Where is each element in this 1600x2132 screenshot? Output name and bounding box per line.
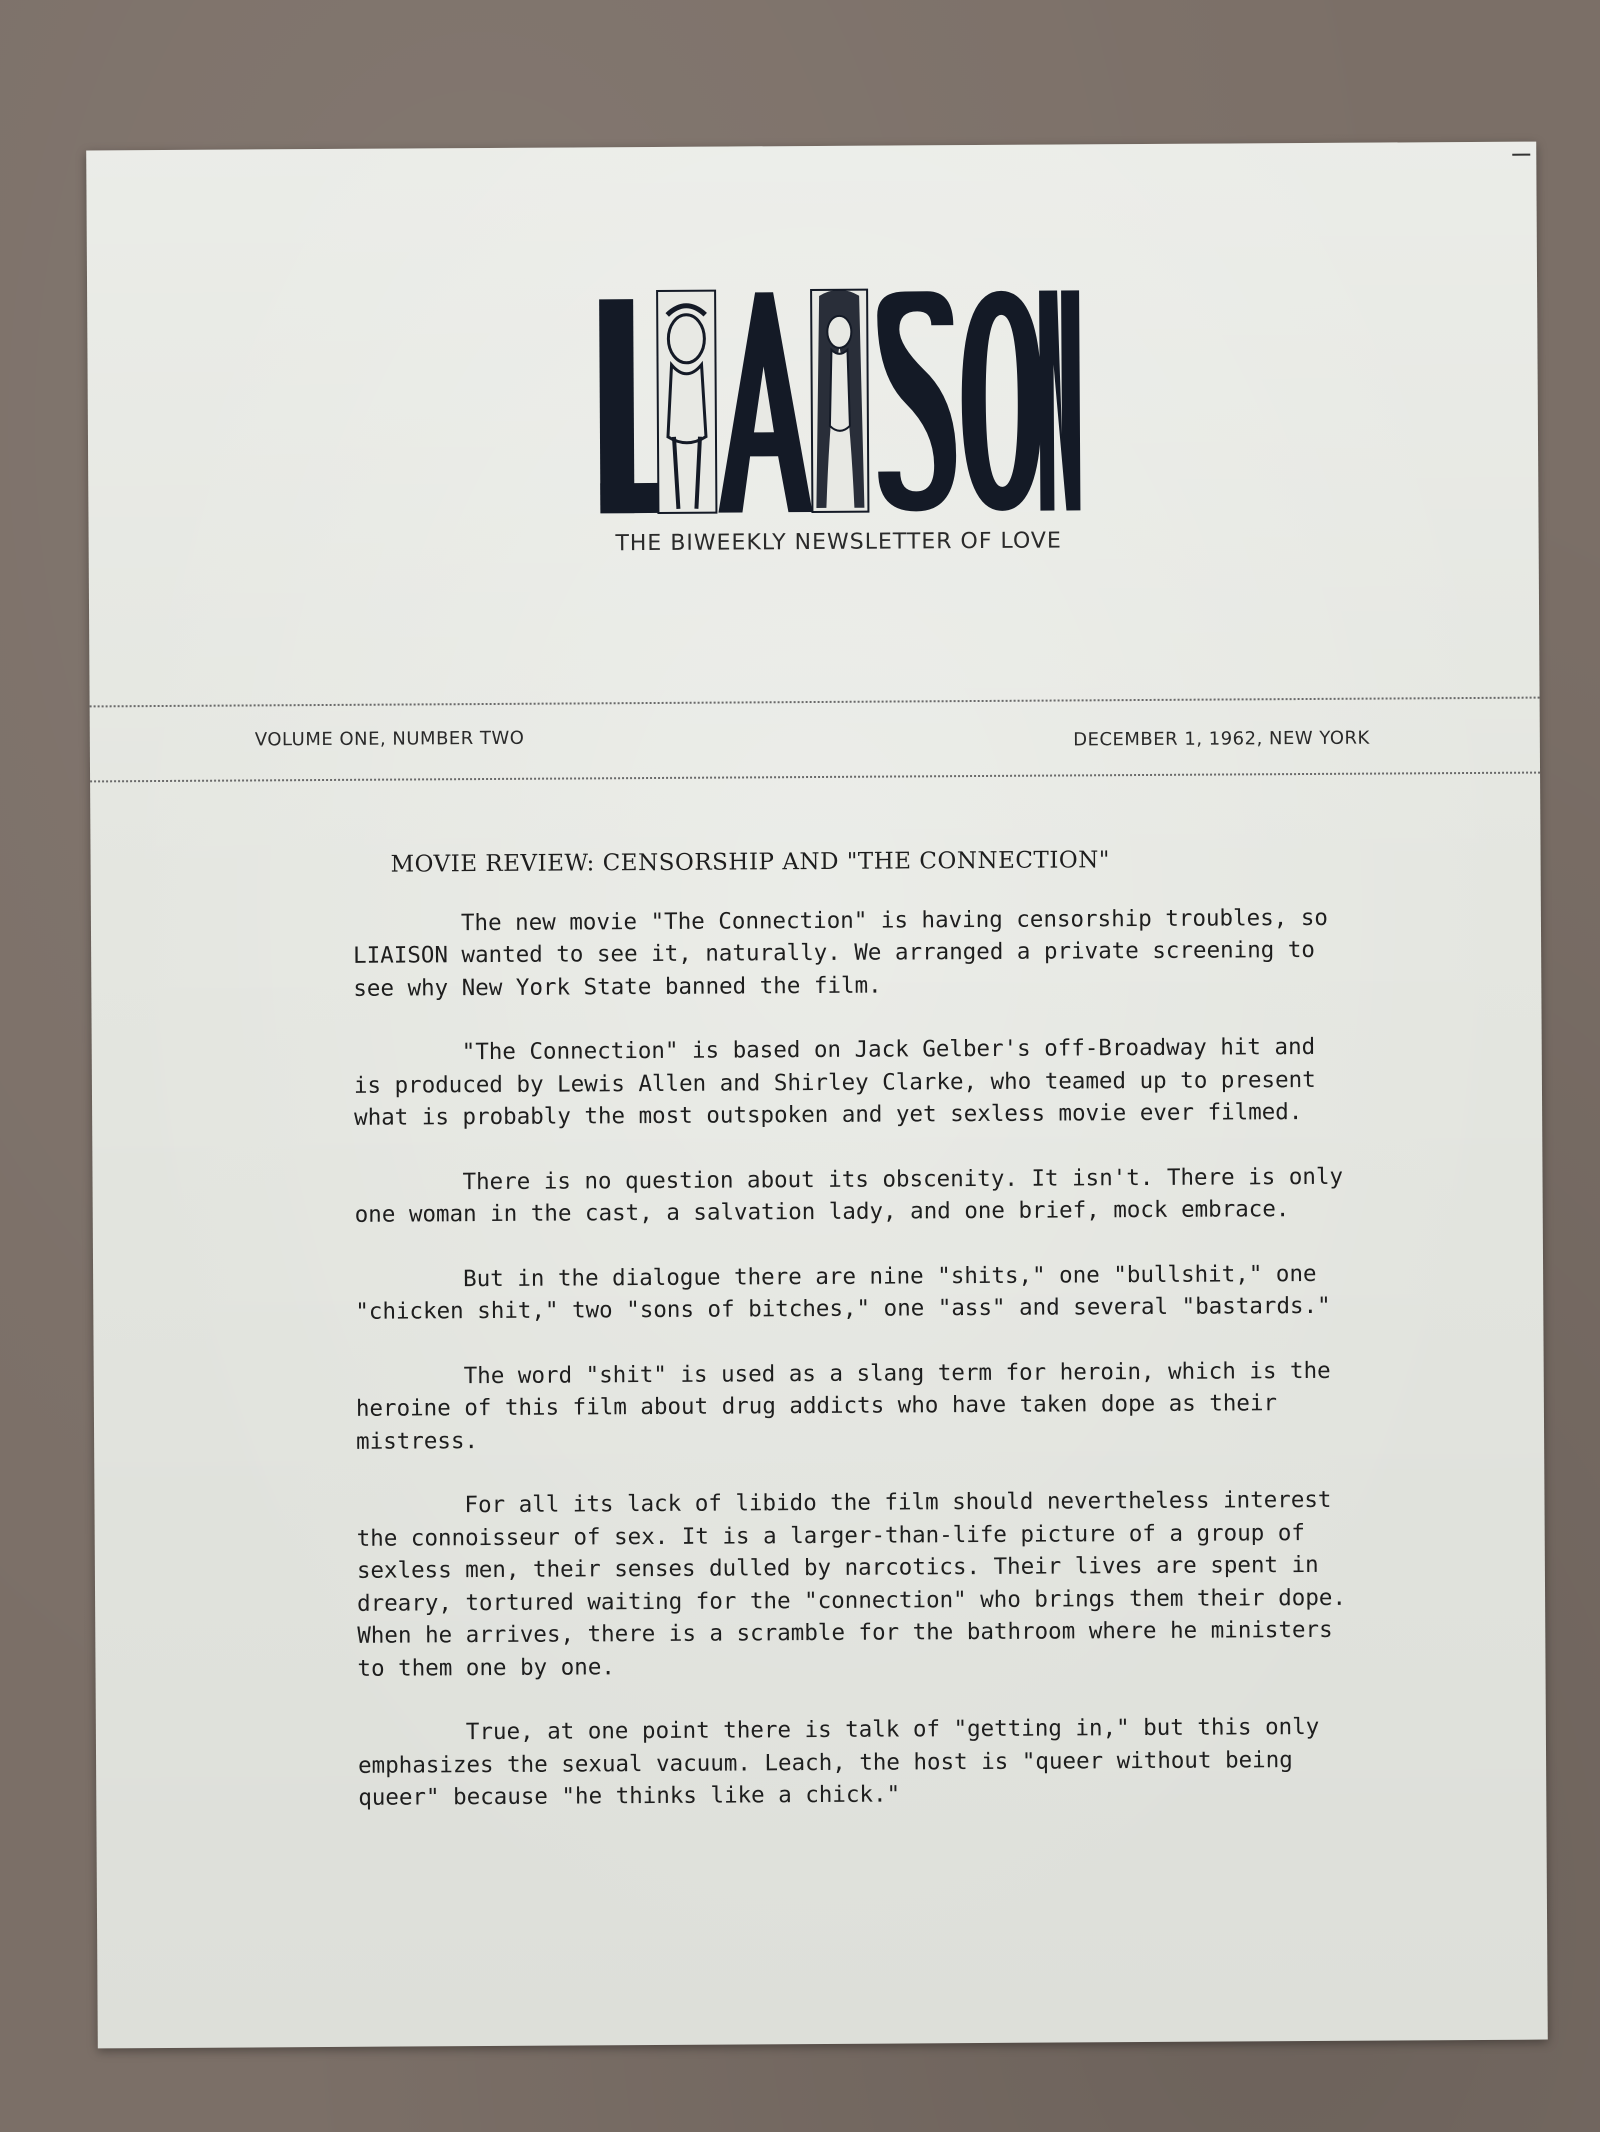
issue-volume: VOLUME ONE, NUMBER TWO xyxy=(254,727,525,751)
article-body xyxy=(352,843,1358,1815)
liaison-logo xyxy=(587,284,1088,527)
article-paragraph: For all its lack of libido the film should nevertheless interest the connoisseur of sex. It is a larger-than-life picture of a group of sexless men, their senses dulled by narcotics. Their lives are spent in dreary, tortured waiting for the "connection" who brings them their dope. When he arrives, there is a scramble for the bathroom where he ministers to them one by one. xyxy=(356,1486,1347,1682)
article-paragraph: "The Connection" is based on Jack Gelber's off-Broadway hit and is produced by Lewis Allen and Shirley Clarke, who teamed up to present what is probably the most outspoken and yet sexless movie ever filmed. xyxy=(353,1033,1316,1131)
header-rule-bottom xyxy=(90,772,1540,783)
newsletter-page xyxy=(86,142,1548,2049)
header-rule-top xyxy=(90,697,1540,708)
article-headline: MOVIE REVIEW: CENSORSHIP AND "THE CONNECTION" xyxy=(390,847,1111,878)
page-edge-mark xyxy=(1512,154,1530,156)
article-paragraph: The word "shit" is used as a slang term for heroin, which is the heroine of this film about drug addicts who have taken dope as their mistress. xyxy=(355,1357,1331,1455)
article-paragraph: The new movie "The Connection" is having censorship troubles, so LIAISON wanted to see it, naturally. We arranged a private screening to see why New York State banned the film. xyxy=(353,904,1328,1002)
article-paragraph: There is no question about its obscenity. It isn't. There is only one woman in the cast, a salvation lady, and one brief, mock embrace. xyxy=(354,1163,1344,1228)
article-paragraph: True, at one point there is talk of "getting in," but this only emphasizes the sexual vacuum. Leach, the host is "queer without being queer" because "he thinks like a chick." xyxy=(358,1713,1320,1811)
masthead xyxy=(577,284,1099,556)
masthead-tagline: THE BIWEEKLY NEWSLETTER OF LOVE xyxy=(615,528,1062,557)
issue-date-place: DECEMBER 1, 1962, NEW YORK xyxy=(1073,727,1370,751)
article-paragraph: But in the dialogue there are nine "shits," one "bullshit," one "chicken shit," two "sons of bitches," one "ass" and several "bastards." xyxy=(355,1260,1331,1325)
